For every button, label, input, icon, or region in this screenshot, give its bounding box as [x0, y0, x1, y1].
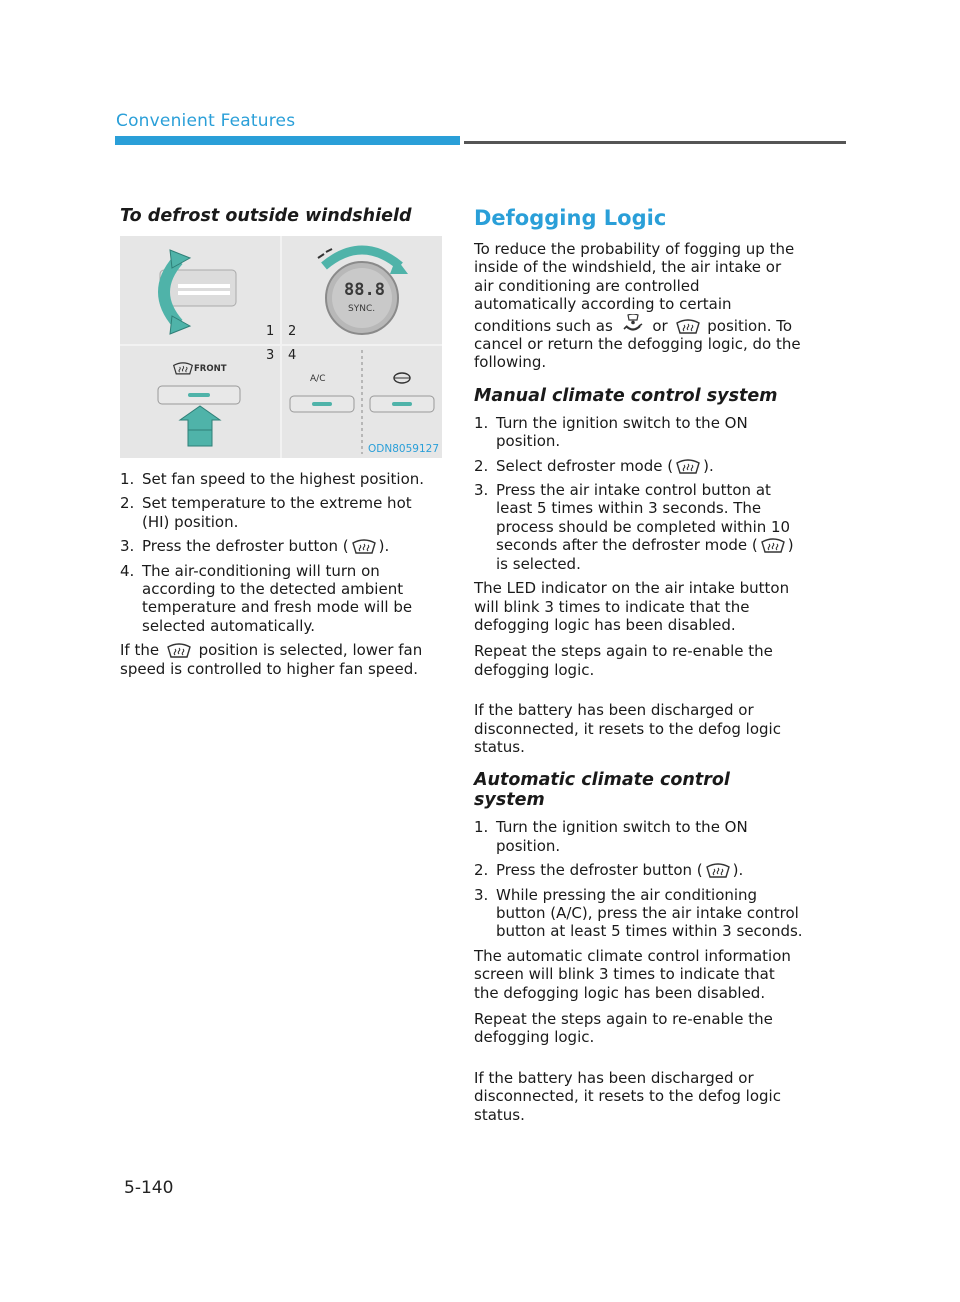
list-item: 3. Press the defroster button ( ). [120, 537, 390, 556]
figure-panel-2 [282, 236, 442, 344]
list-item: 2. Set temperature to the extreme hot (HI) position. [120, 494, 412, 531]
list-item: 2. Select defroster mode ( ). [474, 456, 714, 475]
list-item: 3. While pressing the air conditioning button (A/C), press the air intake control button at least 5 times within 3 seconds. [474, 885, 803, 941]
floor-defrost-icon [620, 314, 646, 333]
list-item: 2. Press the defroster button ( ). [474, 861, 744, 880]
figure-number-4: 4 [288, 348, 297, 363]
defroster-icon [675, 317, 701, 334]
page-number: 5-140 [124, 1178, 174, 1198]
list-item: 1. Turn the ignition switch to the ON position. [474, 818, 748, 855]
manual-steps [474, 414, 804, 573]
list-item: 3. Press the air intake control button at least 5 times within 3 seconds. The process should be completed within 10 seconds after the defroster mode ( ) is selected. [474, 481, 794, 573]
manual-climate-heading: Manual climate control system [474, 385, 778, 406]
front-defroster-button-illustration [120, 346, 280, 458]
manual-battery-note: If the battery has been discharged or disconnected, it resets to the defog logic status. [474, 701, 781, 756]
list-item: 1. Turn the ignition switch to the ON position. [474, 413, 748, 451]
defroster-icon [675, 457, 701, 474]
figure-panel-4 [282, 346, 442, 458]
header-rule-blue [115, 136, 460, 145]
list-item: 1. Set fan speed to the highest position. [120, 470, 425, 488]
left-column [120, 206, 442, 686]
defogging-logic-title: Defogging Logic [474, 206, 667, 230]
defogging-intro: To reduce the probability of fogging up the inside of the windshield, the air intake or air conditioning are controlled automatically according to certain conditions such as or position. To cancel or return the defogging logic, do the following. [474, 240, 801, 372]
figure-number-1: 1 [266, 324, 275, 339]
section-title: Convenient Features [116, 111, 296, 131]
climate-control-figure [120, 236, 442, 458]
right-column [474, 206, 804, 1132]
defrost-steps [120, 470, 442, 635]
display-digits: 88.8 [344, 280, 385, 300]
automatic-climate-heading: Automatic climate control system [474, 770, 730, 811]
defroster-icon [705, 861, 731, 878]
defroster-icon [351, 537, 377, 554]
figure-number-2: 2 [288, 324, 297, 339]
figure-panel-1 [120, 236, 280, 344]
defrost-outside-heading: To defrost outside windshield [120, 206, 412, 226]
ac-label: A/C [310, 374, 326, 384]
figure-code: ODN8059127 [368, 443, 439, 455]
defroster-icon [760, 536, 786, 553]
manual-led-note: The LED indicator on the air intake button will blink 3 times to indicate that the defogging logic has been disabled. [474, 579, 790, 634]
fan-knob-illustration [120, 236, 280, 344]
manual-repeat-note: Repeat the steps again to re-enable the defogging logic. [474, 642, 773, 679]
auto-battery-note: If the battery has been discharged or disconnected, it resets to the defog logic status. [474, 1068, 781, 1124]
defroster-icon [166, 641, 192, 658]
fan-speed-note: If the position is selected, lower fan speed is controlled to higher fan speed. [120, 641, 423, 678]
figure-panel-3 [120, 346, 280, 458]
front-label: FRONT [194, 364, 227, 374]
auto-blink-note: The automatic climate control information screen will blink 3 times to indicate that the defogging logic has been disabled. [474, 946, 791, 1002]
sync-label: SYNC. [348, 304, 376, 314]
ac-and-intake-buttons-illustration [282, 346, 442, 458]
figure-number-3: 3 [266, 348, 275, 363]
list-item: 4. The air-conditioning will turn on according to the detected ambient temperature and fresh mode will be selected automatically. [120, 561, 413, 635]
auto-repeat-note: Repeat the steps again to re-enable the defogging logic. [474, 1010, 773, 1047]
automatic-steps [474, 818, 804, 940]
header-rule-gray [464, 141, 846, 144]
